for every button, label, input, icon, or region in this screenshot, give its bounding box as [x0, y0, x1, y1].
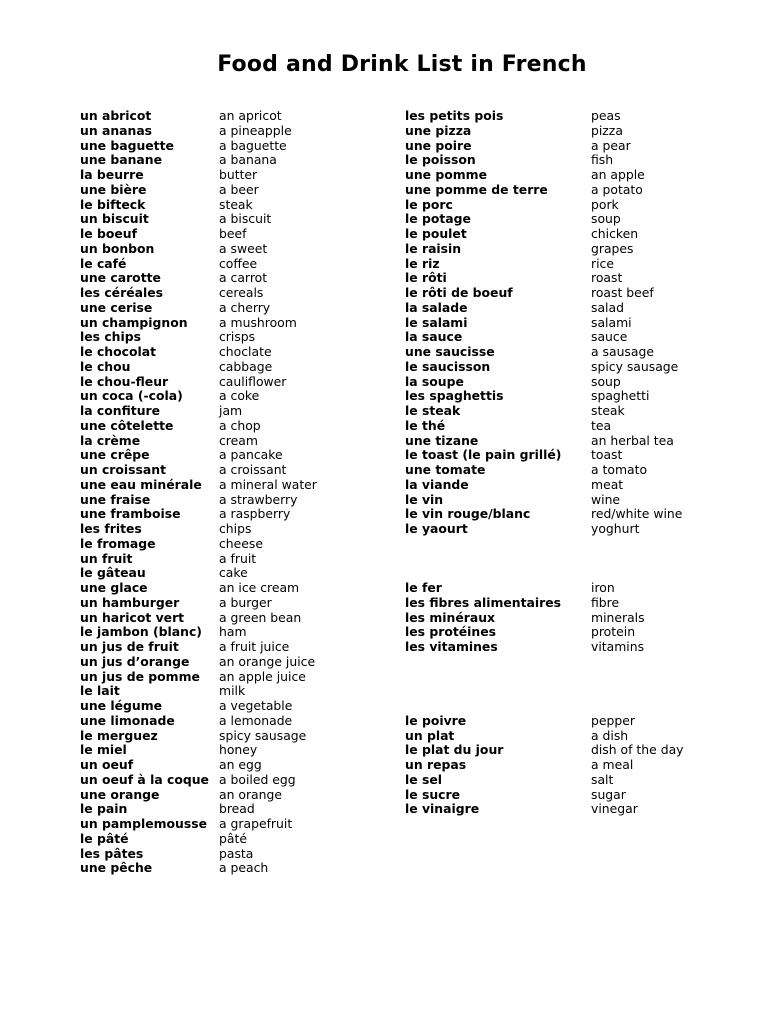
french-term: les frites: [80, 521, 142, 536]
french-term: une eau minérale: [80, 476, 202, 492]
english-translation: iron: [591, 580, 615, 595]
english-translation: pork: [591, 196, 619, 212]
english-translation: spicy sausage: [591, 358, 679, 374]
french-term: un coca (-cola): [80, 388, 183, 404]
english-translation: an ice cream: [219, 580, 300, 595]
french-term: le rôti de boeuf: [405, 285, 513, 300]
french-term: un biscuit: [80, 211, 149, 227]
english-translation: bread: [219, 801, 255, 817]
english-translation: an apple juice: [219, 668, 306, 684]
english-translation: a fruit juice: [219, 639, 290, 654]
english-translation: a pancake: [219, 447, 283, 463]
english-translation: pizza: [591, 122, 623, 138]
english-translation: cream: [219, 432, 258, 448]
french-term: le toast (le pain grillé): [405, 447, 562, 463]
french-term: la beurre: [80, 167, 144, 182]
french-term: une carotte: [80, 270, 161, 286]
english-translation: a strawberry: [219, 491, 298, 507]
english-translation: pâté: [219, 830, 247, 846]
french-term: une orange: [80, 786, 160, 802]
french-term: un oeuf: [80, 757, 134, 772]
english-translation: a raspberry: [219, 506, 291, 522]
french-term: les pâtes: [80, 845, 144, 861]
english-translation: choclate: [219, 344, 272, 359]
french-term: un ananas: [80, 122, 153, 138]
english-translation: spaghetti: [591, 388, 650, 404]
english-translation: ham: [219, 624, 247, 640]
english-translation: fibre: [591, 594, 620, 610]
french-term: le fer: [405, 580, 442, 595]
french-term: un repas: [405, 757, 467, 772]
french-term: une baguette: [80, 137, 174, 153]
french-term: le salami: [405, 314, 468, 330]
english-translation: tea: [591, 417, 612, 433]
french-term: le chocolat: [80, 344, 157, 359]
french-term: une légume: [80, 698, 163, 713]
english-translation: a potato: [591, 181, 643, 197]
french-term: les fibres alimentaires: [405, 594, 562, 610]
english-translation: chicken: [591, 226, 639, 241]
english-translation: cauliflower: [219, 373, 287, 389]
french-term: le merguez: [80, 727, 158, 743]
english-translation: coffee: [219, 255, 258, 271]
french-term: le fromage: [80, 535, 156, 551]
english-translation: roast beef: [591, 285, 654, 300]
english-translation: a fruit: [219, 550, 257, 566]
french-term: une banane: [80, 152, 162, 168]
french-term: une pêche: [80, 860, 153, 876]
french-term: le boeuf: [80, 226, 137, 241]
french-term: une côtelette: [80, 417, 174, 433]
french-term: le pain: [80, 801, 128, 817]
french-term: un croissant: [80, 462, 167, 477]
french-term: une bière: [80, 181, 147, 197]
english-translation: salami: [591, 314, 632, 330]
english-translation: a mushroom: [219, 314, 297, 330]
french-term: le vinaigre: [405, 801, 480, 817]
french-term: un fruit: [80, 550, 133, 566]
english-translation: cereals: [219, 285, 264, 300]
english-translation: sauce: [591, 329, 628, 345]
french-term: les minéraux: [405, 609, 496, 625]
english-translation: pepper: [591, 712, 635, 728]
english-translation: toast: [591, 447, 623, 463]
french-term: une tizane: [405, 432, 479, 448]
english-translation: salad: [591, 299, 624, 315]
english-translation: beef: [219, 226, 247, 241]
french-term: un jus de fruit: [80, 639, 179, 654]
english-translation: rice: [591, 255, 614, 271]
english-translation: jam: [219, 403, 243, 418]
english-translation: red/white wine: [591, 506, 683, 522]
english-translation: cheese: [219, 535, 263, 551]
english-translation: a chop: [219, 417, 261, 433]
english-translation: an orange: [219, 786, 282, 802]
english-translation: a coke: [219, 388, 260, 404]
french-term: le gâteau: [80, 565, 146, 581]
french-term: une limonade: [80, 712, 175, 728]
french-term: le sucre: [405, 786, 461, 802]
french-term: un jus de pomme: [80, 668, 200, 684]
french-term: le saucisson: [405, 358, 491, 374]
french-term: le potage: [405, 211, 471, 227]
french-term: une cerise: [80, 299, 153, 315]
french-term: les vitamines: [405, 639, 498, 654]
english-translation: minerals: [591, 609, 645, 625]
french-term: un bonbon: [80, 240, 155, 256]
french-term: un champignon: [80, 314, 188, 330]
french-term: une saucisse: [405, 344, 495, 359]
french-term: un hamburger: [80, 594, 180, 610]
french-term: les protéines: [405, 624, 497, 640]
french-term: la confiture: [80, 403, 161, 418]
french-term: la crème: [80, 432, 141, 448]
french-term: un pamplemousse: [80, 816, 208, 831]
french-term: une poire: [405, 137, 472, 153]
english-translation: sugar: [591, 786, 626, 802]
english-translation: an herbal tea: [591, 432, 674, 448]
english-translation: a croissant: [219, 462, 287, 477]
french-term: la viande: [405, 476, 469, 492]
english-translation: salt: [591, 771, 614, 787]
french-term: une tomate: [405, 462, 486, 477]
french-term: le jambon (blanc): [80, 624, 202, 640]
english-translation: a baguette: [219, 137, 287, 153]
french-term: les spaghettis: [405, 388, 504, 404]
french-term: le vin: [405, 491, 444, 507]
french-term: le thé: [405, 417, 446, 433]
english-translation: a green bean: [219, 609, 302, 625]
english-translation: peas: [591, 108, 621, 123]
french-term: une pomme de terre: [405, 181, 548, 197]
french-term: les chips: [80, 329, 141, 345]
english-translation: roast: [591, 270, 623, 286]
french-term: un oeuf à la coque: [80, 771, 209, 787]
english-translation: soup: [591, 211, 621, 227]
english-translation: a grapefruit: [219, 816, 293, 831]
french-term: un haricot vert: [80, 609, 185, 625]
french-term: les petits pois: [405, 108, 504, 123]
english-translation: vitamins: [591, 639, 645, 654]
french-term: le café: [80, 255, 127, 271]
french-term: un plat: [405, 727, 455, 743]
french-term: le sel: [405, 771, 442, 787]
english-translation: a cherry: [219, 299, 271, 315]
french-term: les céréales: [80, 285, 163, 300]
english-translation: a pear: [591, 137, 631, 153]
french-term: le yaourt: [405, 521, 468, 536]
french-term: le chou-fleur: [80, 373, 169, 389]
french-term: le poivre: [405, 712, 467, 728]
english-translation: steak: [219, 196, 253, 212]
french-term: le pâté: [80, 830, 129, 846]
english-translation: a banana: [219, 152, 277, 168]
english-translation: a boiled egg: [219, 771, 296, 787]
english-translation: a lemonade: [219, 712, 293, 728]
english-translation: a sweet: [219, 240, 268, 256]
english-translation: an orange juice: [219, 653, 316, 669]
english-translation: a mineral water: [219, 476, 317, 492]
english-translation: a beer: [219, 181, 259, 197]
english-translation: an egg: [219, 757, 262, 772]
english-translation: a dish: [591, 727, 629, 743]
english-translation: a pineapple: [219, 122, 292, 138]
english-translation: milk: [219, 683, 246, 699]
english-translation: honey: [219, 742, 258, 758]
english-translation: wine: [591, 491, 621, 507]
english-translation: cabbage: [219, 358, 273, 374]
french-term: le raisin: [405, 240, 462, 256]
french-term: le steak: [405, 403, 461, 418]
french-term: le chou: [80, 358, 131, 374]
french-term: la salade: [405, 299, 468, 315]
english-translation: an apricot: [219, 108, 282, 123]
english-translation: crisps: [219, 329, 256, 345]
french-term: une pomme: [405, 167, 487, 182]
english-translation: meat: [591, 476, 624, 492]
french-term: une pizza: [405, 122, 472, 138]
french-term: la soupe: [405, 373, 464, 389]
english-translation: fish: [591, 152, 614, 168]
english-translation: steak: [591, 403, 625, 418]
english-translation: spicy sausage: [219, 727, 307, 743]
french-term: le riz: [405, 255, 440, 271]
french-term: le vin rouge/blanc: [405, 506, 531, 522]
english-translation: pasta: [219, 845, 254, 861]
french-term: le plat du jour: [405, 742, 504, 758]
english-translation: protein: [591, 624, 636, 640]
french-term: un abricot: [80, 108, 152, 123]
french-term: le lait: [80, 683, 120, 699]
english-translation: a tomato: [591, 462, 648, 477]
english-translation: yoghurt: [591, 521, 640, 536]
french-term: le poulet: [405, 226, 467, 241]
english-translation: a burger: [219, 594, 272, 610]
french-term: une fraise: [80, 491, 151, 507]
english-translation: a vegetable: [219, 698, 293, 713]
french-term: une framboise: [80, 506, 181, 522]
french-term: le poisson: [405, 152, 476, 168]
english-translation: a sausage: [591, 344, 654, 359]
english-translation: a carrot: [219, 270, 268, 286]
french-term: une glace: [80, 580, 148, 595]
english-translation: an apple: [591, 167, 645, 182]
french-term: le bifteck: [80, 196, 146, 212]
french-term: le miel: [80, 742, 127, 758]
english-translation: cake: [219, 565, 248, 581]
french-term: la sauce: [405, 329, 463, 345]
french-term: une crêpe: [80, 447, 150, 463]
english-translation: butter: [219, 167, 258, 182]
english-translation: soup: [591, 373, 621, 389]
english-translation: a peach: [219, 860, 269, 876]
english-translation: dish of the day: [591, 742, 684, 758]
english-translation: a meal: [591, 757, 634, 772]
french-term: un jus d’orange: [80, 653, 190, 669]
english-translation: a biscuit: [219, 211, 272, 227]
french-term: le rôti: [405, 270, 447, 286]
page-title: Food and Drink List in French: [217, 52, 587, 77]
english-translation: chips: [219, 521, 252, 536]
english-translation: grapes: [591, 240, 634, 256]
english-translation: vinegar: [591, 801, 638, 817]
french-term: le porc: [405, 196, 453, 212]
